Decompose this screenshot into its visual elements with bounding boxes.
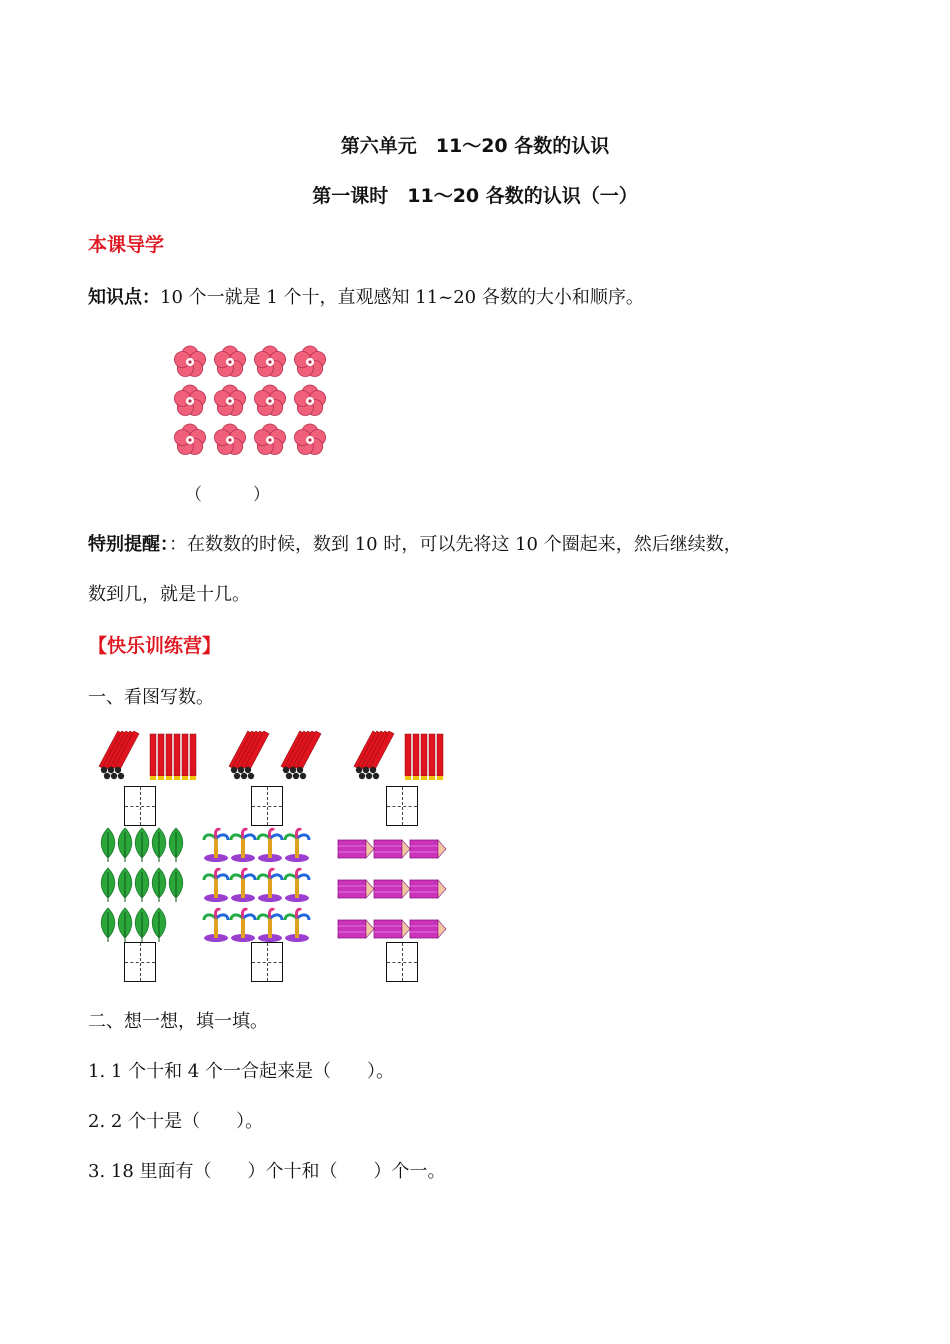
unit-title: 第六单元 11～20 各数的认识: [340, 135, 610, 157]
question-1: 1. 1 个十和 4 个一合起来是（ ）。: [88, 1061, 394, 1082]
leaf-icon: [135, 828, 149, 862]
leaf-icon: [118, 828, 132, 862]
knowledge-point: [88, 283, 644, 309]
answer-box-leaves[interactable]: [124, 942, 156, 982]
knowledge-text: 10 个一就是 1 个十，直观感知 11~20 各数的大小和顺序。: [160, 287, 644, 308]
flower-icon: [254, 346, 285, 377]
single-sticks-icon: [150, 734, 196, 780]
pencil-icon: [410, 840, 446, 858]
flower-icon: [254, 424, 285, 455]
flower-icon: [294, 346, 325, 377]
leaf-icon: [101, 828, 115, 862]
leaf-icon: [135, 868, 149, 902]
objects-figure: [98, 826, 458, 942]
palm-tree-icon: [285, 829, 309, 862]
palm-tree-icon: [258, 909, 282, 942]
pencil-icon: [410, 880, 446, 898]
flowers-figure: [172, 344, 332, 460]
leaf-icon: [135, 908, 149, 942]
palm-tree-icon: [285, 909, 309, 942]
lesson-title: 第一课时 11～20 各数的认识（一）: [312, 185, 638, 207]
tip-text-1: ：在数数的时候，数到 10 时，可以先将这 10 个圈起来，然后继续数，: [169, 534, 742, 555]
knowledge-label: 知识点：: [88, 287, 160, 308]
flower-icon: [174, 385, 205, 416]
leaf-icon: [118, 868, 132, 902]
pencil-icon: [338, 880, 374, 898]
tip-line-2: 数到几，就是十几。: [88, 584, 250, 605]
question-2: 2. 2 个十是（ ）。: [88, 1111, 264, 1132]
section-2-title: 二、想一想，填一填。: [88, 1011, 268, 1032]
leaf-icon: [101, 908, 115, 942]
palm-tree-icon: [204, 869, 228, 902]
pencil-icon: [338, 840, 374, 858]
stick-bundle-icon: [229, 731, 269, 779]
stick-bundle-icon: [281, 731, 321, 779]
leaf-icon: [152, 868, 166, 902]
pencil-icon: [374, 880, 410, 898]
pencil-icon: [374, 840, 410, 858]
pencil-icon: [410, 920, 446, 938]
flower-icon: [214, 346, 245, 377]
palm-tree-icon: [285, 869, 309, 902]
flower-icon: [294, 385, 325, 416]
leaf-icon: [101, 868, 115, 902]
leaf-icon: [169, 828, 183, 862]
question-3: 3. 18 里面有（ ）个十和（ ）个一。: [88, 1161, 446, 1182]
answer-box-trees[interactable]: [251, 942, 283, 982]
guide-heading: 本课导学: [88, 234, 165, 256]
flower-answer-blank: （ ）: [185, 485, 270, 505]
palm-tree-icon: [231, 829, 255, 862]
flower-icon: [254, 385, 285, 416]
sticks-figure: [98, 728, 448, 784]
leaf-icon: [169, 868, 183, 902]
palm-tree-icon: [258, 869, 282, 902]
pencil-icon: [374, 920, 410, 938]
palm-tree-icon: [231, 869, 255, 902]
stick-bundle-icon: [354, 731, 394, 779]
flower-icon: [214, 385, 245, 416]
leaf-icon: [152, 908, 166, 942]
palm-tree-icon: [231, 909, 255, 942]
leaf-icon: [118, 908, 132, 942]
palm-tree-icon: [204, 909, 228, 942]
palm-tree-icon: [204, 829, 228, 862]
answer-box-pencils[interactable]: [386, 942, 418, 982]
pencil-icon: [338, 920, 374, 938]
flower-icon: [214, 424, 245, 455]
tip-line-1: [88, 530, 742, 556]
answer-box-sticks-3[interactable]: [386, 786, 418, 826]
tip-label: 特别提醒：: [88, 534, 169, 555]
single-sticks-icon: [405, 734, 443, 780]
stick-bundle-icon: [99, 731, 139, 779]
flower-icon: [174, 424, 205, 455]
answer-box-sticks-2[interactable]: [251, 786, 283, 826]
flower-icon: [174, 346, 205, 377]
practice-heading: 【快乐训练营】: [88, 635, 222, 657]
leaf-icon: [152, 828, 166, 862]
flower-icon: [294, 424, 325, 455]
answer-box-sticks-1[interactable]: [124, 786, 156, 826]
section-1-title: 一、看图写数。: [88, 687, 214, 708]
palm-tree-icon: [258, 829, 282, 862]
